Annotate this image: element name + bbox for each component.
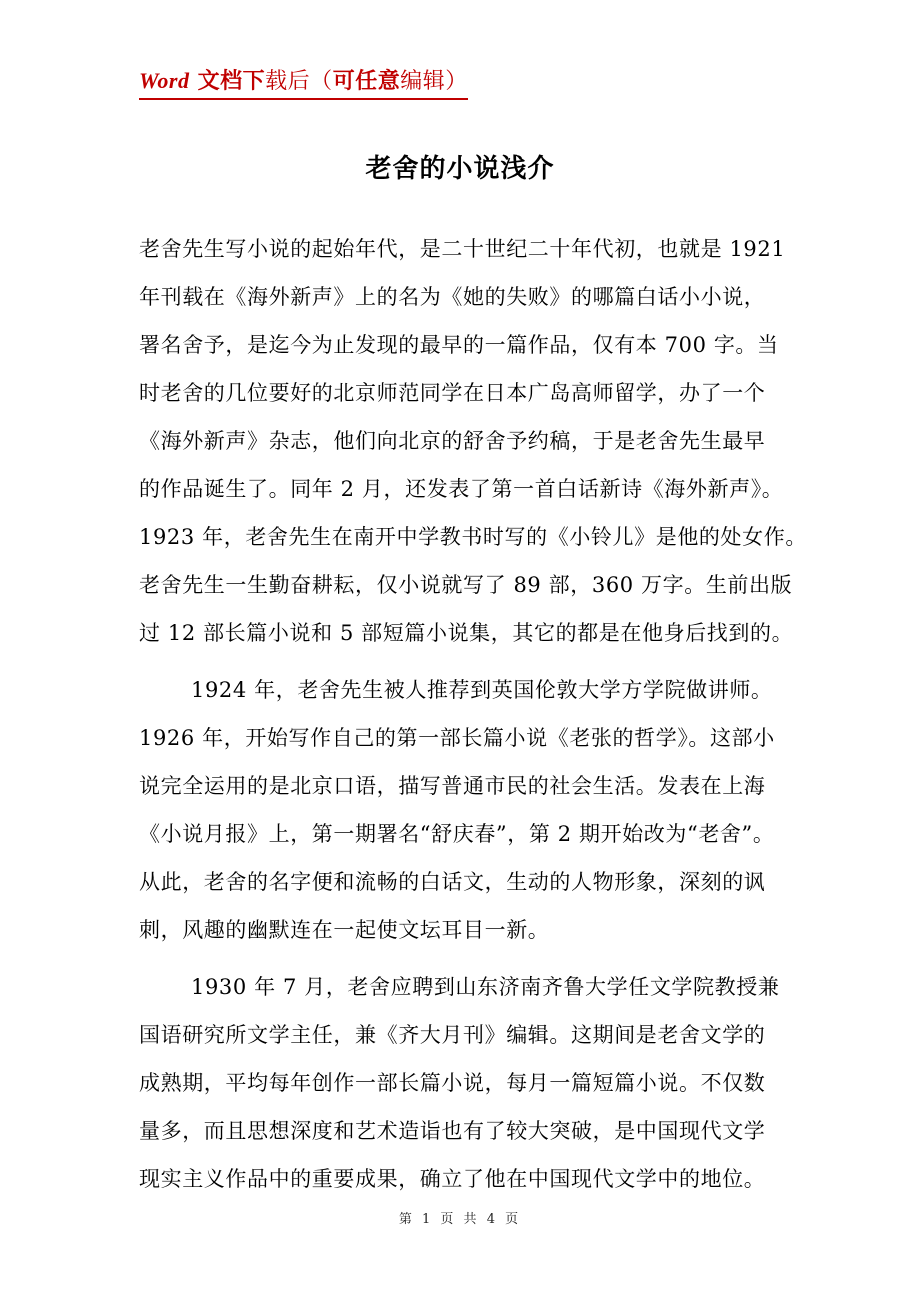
paragraph-gap [139, 954, 789, 963]
document-title: 老舍的小说浅介 [365, 154, 555, 184]
paragraph [139, 963, 789, 1203]
paragraph [139, 666, 789, 954]
text-line: 《海外新声》杂志，他们向北京的舒舍予约稿，于是老舍先生最早 [139, 429, 766, 453]
text-line: 1923 年，老舍先生在南开中学教书时写的《小铃儿》是他的处女作。 [139, 525, 807, 549]
text-line: 老舍先生写小说的起始年代，是二十世纪二十年代初，也就是 1921 [139, 237, 786, 261]
text-line: 量多，而且思想深度和艺术造诣也有了较大突破，是中国现代文学 [139, 1119, 766, 1143]
text-line: 从此，老舍的名字便和流畅的白话文，生动的人物形象，深刻的讽 [139, 870, 766, 894]
text-line: 刺，风趣的幽默连在一起使文坛耳目一新。 [139, 918, 550, 942]
paragraph-gap [139, 657, 789, 666]
header-text-d: 编辑） [400, 69, 468, 94]
text-line: 成熟期，平均每年创作一部长篇小说，每月一篇短篇小说。不仅数 [139, 1071, 766, 1095]
text-line: 说完全运用的是北京口语，描写普通市民的社会生活。发表在上海 [139, 774, 766, 798]
text-line: 过 12 部长篇小说和 5 部短篇小说集，其它的都是在他身后找到的。 [139, 621, 794, 645]
document-body [139, 225, 807, 1203]
paragraph [139, 225, 807, 657]
text-line: 现实主义作品中的重要成果，确立了他在中国现代文学中的地位。 [139, 1167, 766, 1191]
header-text-b: 载后（ [265, 69, 333, 94]
header-word: Word [139, 68, 190, 93]
header-text-a: 文档下 [189, 68, 266, 94]
text-line: 1926 年，开始写作自己的第一部长篇小说《老张的哲学》。这部小 [139, 726, 775, 750]
download-header-link[interactable] [139, 64, 468, 100]
text-line: 年刊载在《海外新声》上的名为《她的失败》的哪篇白话小小说， [139, 285, 766, 309]
text-line: 的作品诞生了。同年 2 月，还发表了第一首白话新诗《海外新声》。 [139, 477, 784, 501]
text-line: 1930 年 7 月，老舍应聘到山东济南齐鲁大学任文学院教授兼 [191, 975, 780, 999]
page-footer: 第 1 页 共 4 页 [398, 1212, 522, 1227]
text-line: 1924 年，老舍先生被人推荐到英国伦敦大学方学院做讲师。 [191, 678, 773, 702]
text-line: 时老舍的几位要好的北京师范同学在日本广岛高师留学，办了一个 [139, 381, 766, 405]
text-line: 国语研究所文学主任，兼《齐大月刊》编辑。这期间是老舍文学的 [139, 1023, 766, 1047]
text-line: 老舍先生一生勤奋耕耘，仅小说就写了 89 部，360 万字。生前出版 [139, 573, 793, 597]
header-text-c: 可任意 [332, 68, 401, 94]
text-line: 《小说月报》上，第一期署名“舒庆春”，第 2 期开始改为“老舍”。 [139, 822, 775, 846]
text-line: 署名舍予，是迄今为止发现的最早的一篇作品，仅有本 700 字。当 [139, 333, 779, 357]
